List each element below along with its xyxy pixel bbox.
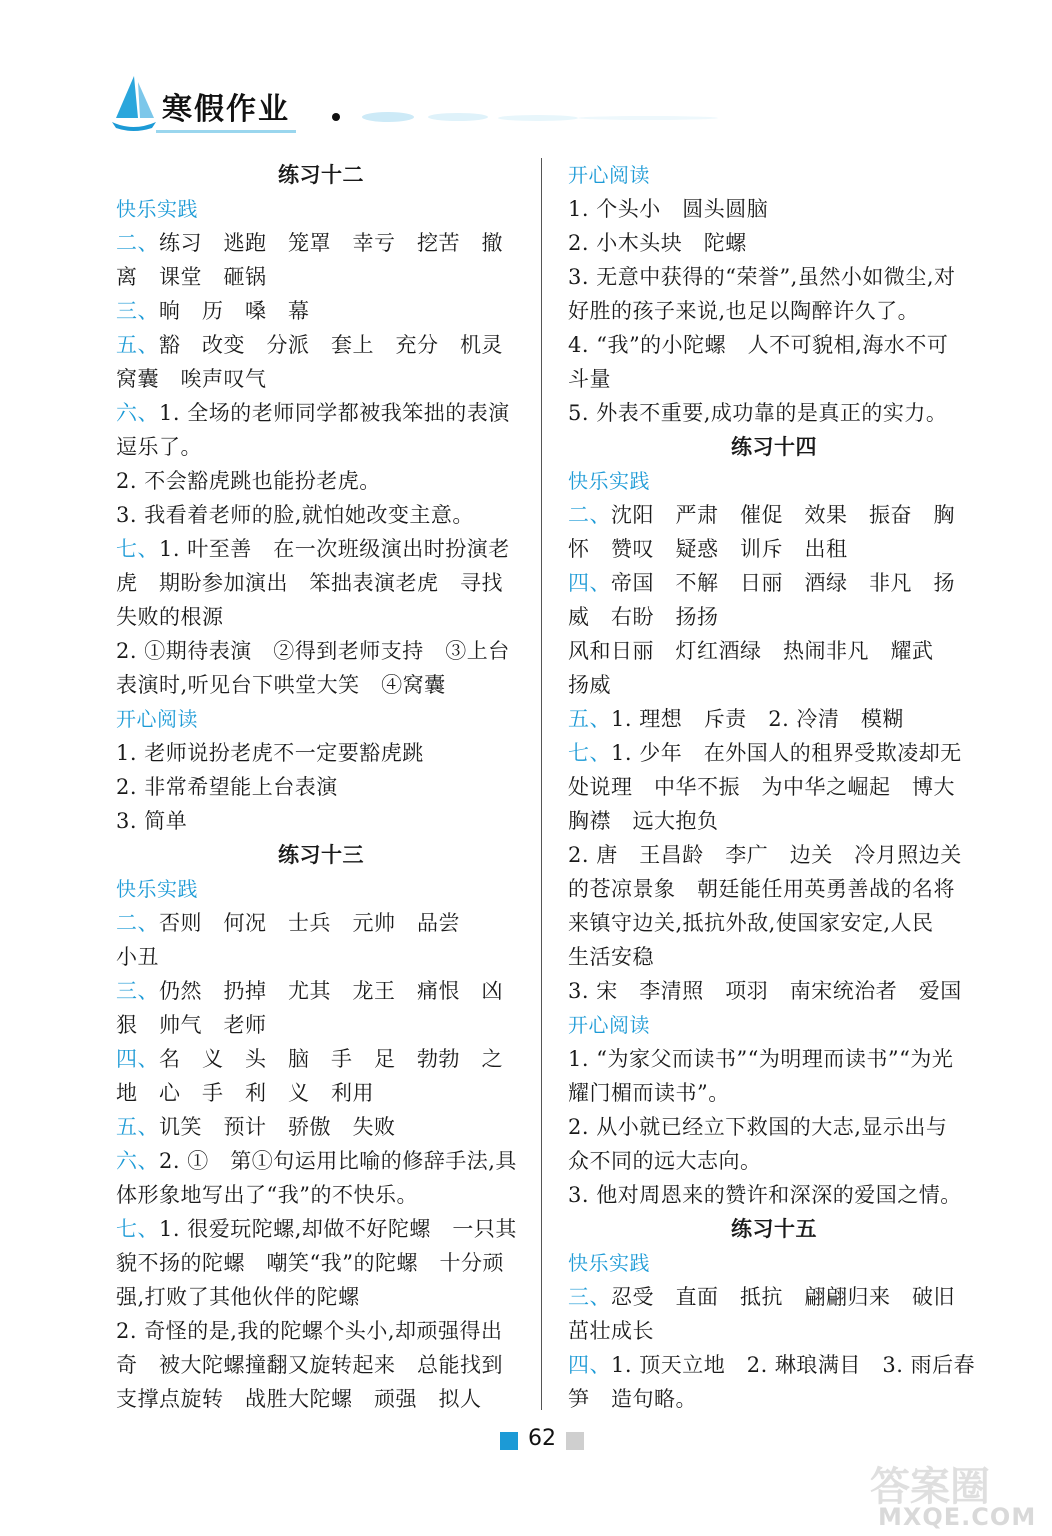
question-number: 二、 <box>116 231 159 255</box>
answer-text: 怀 赞叹 疑惑 训斥 出租 <box>568 537 848 561</box>
answer-text: 扬威 <box>568 673 611 697</box>
answer-line <box>116 668 526 702</box>
answer-line <box>568 600 980 634</box>
answer-text: 练习 逃跑 笼罩 幸亏 挖苦 撤 <box>159 231 503 255</box>
answer-line <box>116 770 526 804</box>
answer-line <box>568 770 980 804</box>
answer-line <box>116 1110 526 1144</box>
question-number: 四、 <box>568 571 611 595</box>
header-decoration <box>328 110 748 124</box>
answer-text: 地 心 手 利 义 利用 <box>116 1081 374 1105</box>
watermark-main: 答案圈 <box>870 1464 990 1510</box>
answer-line <box>568 294 980 328</box>
answer-text: 众不同的远大志向。 <box>568 1149 762 1173</box>
answer-line <box>116 906 526 940</box>
question-number: 二、 <box>568 503 611 527</box>
answer-text: 威 右盼 扬扬 <box>568 605 719 629</box>
answer-text: 风和日丽 灯红酒绿 热闹非凡 耀武 <box>568 639 934 663</box>
exercise-title: 练习十三 <box>278 843 364 867</box>
section-heading: 开心阅读 <box>568 1013 650 1037</box>
exercise-title: 练习十二 <box>278 163 364 187</box>
question-number: 三、 <box>568 1285 611 1309</box>
header-title: 寒假作业 <box>156 84 296 133</box>
question-number: 七、 <box>568 741 611 765</box>
answer-line <box>568 226 980 260</box>
answer-line <box>116 634 526 668</box>
answer-line <box>116 532 526 566</box>
answer-line <box>568 940 980 974</box>
answer-line <box>116 260 526 294</box>
question-number: 五、 <box>116 333 159 357</box>
page-footer <box>500 1420 620 1460</box>
answer-line <box>568 668 980 702</box>
answer-line <box>568 362 980 396</box>
answer-text: 强,打败了其他伙伴的陀螺 <box>116 1285 360 1309</box>
answer-text: 逗乐了。 <box>116 435 202 459</box>
answer-line <box>116 1246 526 1280</box>
answer-line <box>116 736 526 770</box>
answer-text: 仍然 扔掉 尤其 龙王 痛恨 凶 <box>159 979 503 1003</box>
answer-text: 2. 唐 王昌龄 李广 边关 冷月照边关 <box>568 843 962 867</box>
answer-text: 1. 少年 在外国人的租界受欺凌却无 <box>611 741 962 765</box>
watermark <box>870 1455 1045 1533</box>
column-divider <box>541 158 542 1410</box>
answer-text: 忍受 直面 抵抗 翩翩归来 破旧 <box>611 1285 955 1309</box>
answer-text: 晌 历 嗓 幕 <box>159 299 310 323</box>
answer-text: 2. ①期待表演 ②得到老师支持 ③上台 <box>116 639 510 663</box>
answer-text: 3. 简单 <box>116 809 188 833</box>
answer-text: 体形象地写出了“我”的不快乐。 <box>116 1183 418 1207</box>
answer-line <box>116 362 526 396</box>
answer-text: 来镇守边关,抵抗外敌,使国家安定,人民 <box>568 911 934 935</box>
answer-text: 好胜的孩子来说,也足以陶醉许久了。 <box>568 299 920 323</box>
answer-text: 3. 他对周恩来的赞许和深深的爱国之情。 <box>568 1183 962 1207</box>
answer-text: 3. 宋 李清照 项羽 南宋统治者 爱国 <box>568 979 962 1003</box>
answer-text: 的苍凉景象 朝廷能任用英勇善战的名将 <box>568 877 955 901</box>
answer-line <box>568 1144 980 1178</box>
answer-text: 貌不扬的陀螺 嘲笑“我”的陀螺 十分顽 <box>116 1251 504 1275</box>
answer-text: 3. 无意中获得的“荣誉”,虽然小如微尘,对 <box>568 265 956 289</box>
question-number: 七、 <box>116 537 159 561</box>
answer-text: 2. 小木头块 陀螺 <box>568 231 747 255</box>
answer-line <box>116 226 526 260</box>
answer-text: 斗量 <box>568 367 611 391</box>
answer-line <box>568 872 980 906</box>
answer-line <box>116 1280 526 1314</box>
answer-line <box>116 1008 526 1042</box>
question-number: 五、 <box>116 1115 159 1139</box>
answer-line <box>116 600 526 634</box>
answer-line <box>116 294 526 328</box>
answer-text: 失败的根源 <box>116 605 224 629</box>
question-number: 六、 <box>116 1149 159 1173</box>
answer-text: 1. 个头小 圆头圆脑 <box>568 197 769 221</box>
watermark-sub: MXQE.COM <box>878 1503 1037 1531</box>
answer-line <box>116 974 526 1008</box>
answer-line <box>568 1178 980 1212</box>
right-column <box>568 158 980 1416</box>
answer-line <box>116 498 526 532</box>
answer-text: 处说理 中华不振 为中华之崛起 博大 <box>568 775 955 799</box>
answer-line <box>116 1144 526 1178</box>
exercise-title: 练习十四 <box>731 435 817 459</box>
answer-text: 豁 改变 分派 套上 充分 机灵 <box>159 333 503 357</box>
page-marker-icon <box>500 1432 518 1450</box>
answer-line <box>568 1110 980 1144</box>
page-number: 62 <box>528 1426 556 1451</box>
answer-line <box>116 940 526 974</box>
answer-line <box>568 702 980 736</box>
answer-line <box>568 906 980 940</box>
answer-line <box>116 1314 526 1348</box>
section-heading: 开心阅读 <box>568 163 650 187</box>
answer-text: 奇 被大陀螺撞翻又旋转起来 总能找到 <box>116 1353 503 1377</box>
answer-text: 2. ① 第①句运用比喻的修辞手法,具 <box>159 1149 517 1173</box>
answer-line <box>116 566 526 600</box>
answer-text: 1. 老师说扮老虎不一定要豁虎跳 <box>116 741 424 765</box>
answer-text: 笋 造句略。 <box>568 1387 697 1411</box>
section-heading: 快乐实践 <box>116 197 198 221</box>
page-marker-gray-icon <box>566 1432 584 1450</box>
answer-line <box>568 566 980 600</box>
answer-text: 小丑 <box>116 945 159 969</box>
answer-line <box>568 1382 980 1416</box>
answer-text: 耀门楣而读书”。 <box>568 1081 730 1105</box>
answer-line <box>568 1076 980 1110</box>
question-number: 四、 <box>568 1353 611 1377</box>
answer-text: 狠 帅气 老师 <box>116 1013 267 1037</box>
answer-text: 2. 不会豁虎跳也能扮老虎。 <box>116 469 381 493</box>
answer-line <box>116 430 526 464</box>
answer-line <box>568 634 980 668</box>
answer-text: 支撑点旋转 战胜大陀螺 顽强 拟人 <box>116 1387 482 1411</box>
answer-text: 1. 全场的老师同学都被我笨拙的表演 <box>159 401 510 425</box>
answer-line <box>568 532 980 566</box>
answer-line <box>116 1076 526 1110</box>
answer-text: 生活安稳 <box>568 945 654 969</box>
left-column <box>116 158 526 1416</box>
answer-text: 1. 理想 斥责 2. 冷清 模糊 <box>611 707 904 731</box>
answer-line <box>116 1348 526 1382</box>
question-number: 六、 <box>116 401 159 425</box>
answer-text: 沈阳 严肃 催促 效果 振奋 胸 <box>611 503 955 527</box>
answer-line <box>568 498 980 532</box>
answer-text: 胸襟 远大抱负 <box>568 809 719 833</box>
answer-line <box>116 328 526 362</box>
answer-text: 虎 期盼参加演出 笨拙表演老虎 寻找 <box>116 571 503 595</box>
answer-text: 表演时,听见台下哄堂大笑 ④窝囊 <box>116 673 446 697</box>
answer-line <box>568 736 980 770</box>
question-number: 二、 <box>116 911 159 935</box>
answer-line <box>568 396 980 430</box>
answer-text: 2. 奇怪的是,我的陀螺个头小,却顽强得出 <box>116 1319 503 1343</box>
answer-line <box>116 1178 526 1212</box>
answer-line <box>568 974 980 1008</box>
answer-text: 名 义 头 脑 手 足 勃勃 之 <box>159 1047 503 1071</box>
answer-text: 离 课堂 砸锅 <box>116 265 267 289</box>
section-heading: 开心阅读 <box>116 707 198 731</box>
answer-line <box>116 1382 526 1416</box>
question-number: 三、 <box>116 979 159 1003</box>
answer-line <box>568 192 980 226</box>
answer-line <box>568 1348 980 1382</box>
section-heading: 快乐实践 <box>568 1251 650 1275</box>
answer-text: 1. 很爱玩陀螺,却做不好陀螺 一只其 <box>159 1217 517 1241</box>
page-header <box>108 70 748 140</box>
answer-text: 5. 外表不重要,成功靠的是真正的实力。 <box>568 401 948 425</box>
answer-line <box>116 464 526 498</box>
question-number: 五、 <box>568 707 611 731</box>
answer-text: 窝囊 唉声叹气 <box>116 367 267 391</box>
sail-logo-icon <box>108 74 158 132</box>
answer-line <box>116 1042 526 1076</box>
answer-text: 2. 非常希望能上台表演 <box>116 775 338 799</box>
answer-text: 2. 从小就已经立下救国的大志,显示出与 <box>568 1115 948 1139</box>
answer-line <box>568 1042 980 1076</box>
answer-line <box>568 1314 980 1348</box>
answer-line <box>568 328 980 362</box>
answer-text: 3. 我看着老师的脸,就怕她改变主意。 <box>116 503 474 527</box>
answer-line <box>568 260 980 294</box>
answer-line <box>116 804 526 838</box>
question-number: 七、 <box>116 1217 159 1241</box>
question-number: 四、 <box>116 1047 159 1071</box>
answer-text: 4. “我”的小陀螺 人不可貌相,海水不可 <box>568 333 949 357</box>
answer-text: 否则 何况 士兵 元帅 品尝 <box>159 911 460 935</box>
answer-line <box>568 1280 980 1314</box>
answer-line <box>116 396 526 430</box>
question-number: 三、 <box>116 299 159 323</box>
answer-line <box>116 1212 526 1246</box>
answer-text: 1. “为家父而读书”“为明理而读书”“为光 <box>568 1047 954 1071</box>
answer-text: 茁壮成长 <box>568 1319 654 1343</box>
section-heading: 快乐实践 <box>116 877 198 901</box>
answer-text: 1. 叶至善 在一次班级演出时扮演老 <box>159 537 510 561</box>
answer-line <box>568 838 980 872</box>
answer-line <box>568 804 980 838</box>
answer-text: 讥笑 预计 骄傲 失败 <box>159 1115 396 1139</box>
exercise-title: 练习十五 <box>731 1217 817 1241</box>
section-heading: 快乐实践 <box>568 469 650 493</box>
answer-text: 1. 顶天立地 2. 琳琅满目 3. 雨后春 <box>611 1353 976 1377</box>
answer-text: 帝国 不解 日丽 酒绿 非凡 扬 <box>611 571 955 595</box>
